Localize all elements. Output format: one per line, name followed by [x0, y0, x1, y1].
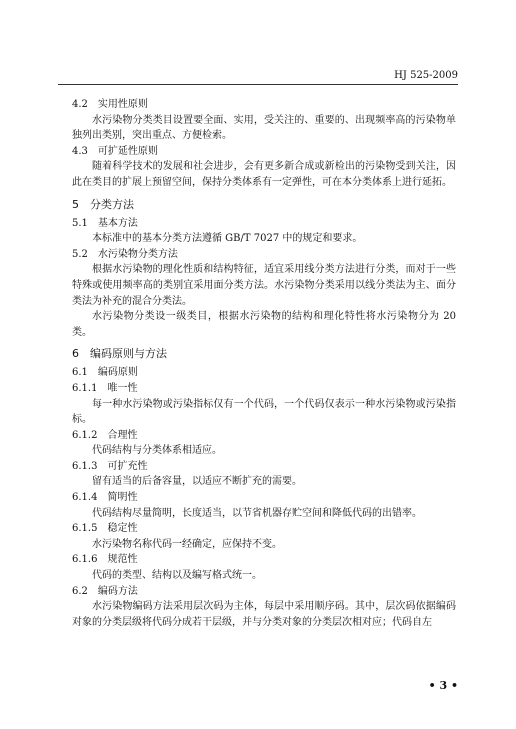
header-rule: [58, 84, 458, 85]
section-5-1-heading: 5.1 基本方法: [72, 217, 138, 229]
section-5-heading: 5 分类方法: [72, 197, 134, 211]
section-6-1-6-heading: 6.1.6 规范性: [72, 554, 138, 566]
section-6-2-heading: 6.2 编码方法: [72, 585, 138, 597]
section-4-3-heading: 4.3 可扩延性原则: [72, 145, 158, 157]
section-5-1-body: 本标准中的基本分类方法遵循 GB/T 7027 中的规定和要求。: [92, 233, 363, 245]
section-6-1-3-body: 留有适当的后备容量，以适应不断扩充的需要。: [92, 476, 302, 488]
section-6-heading: 6 编码原则与方法: [72, 347, 167, 361]
section-5-2-body-2: 水污染物分类设一级类目，根据水污染物的结构和理化特性将水污染物分为 20 类。: [72, 311, 456, 338]
section-4-3-body: 随着科学技术的发展和社会进步，会有更多新合成或新检出的污染物受到关注，因此在类目的扩展上预留空间，保持分类体系有一定弹性，可在本分类体系上进行延拓。: [72, 161, 456, 188]
section-5-2-heading: 5.2 水污染物分类方法: [72, 248, 178, 260]
section-6-1-1-body: 每一种水污染物或污染指标仅有一个代码，一个代码仅表示一种水污染物或污染指标。: [72, 398, 456, 426]
section-6-1-4-heading: 6.1.4 简明性: [72, 492, 138, 504]
section-6-2-body: 水污染物编码方法采用层次码为主体，每层中采用顺序码。其中，层次码依据编码对象的分类层级将代码分成若干层级，并与分类对象的分类层次相对应；代码自左: [72, 601, 456, 628]
page-content: [72, 97, 456, 630]
section-4-2-heading: 4.2 实用性原则: [72, 99, 148, 110]
section-6-1-5-heading: 6.1.5 稳定性: [72, 523, 138, 535]
section-6-1-3-heading: 6.1.3 可扩充性: [72, 460, 148, 472]
section-6-1-4-body: 代码结构尽量简明，长度适当，以节省机器存贮空间和降低代码的出错率。: [92, 507, 422, 519]
section-6-1-2-body: 代码结构与分类体系相适应。: [92, 445, 222, 457]
section-6-1-heading: 6.1 编码原则: [72, 367, 138, 379]
section-5-2-body-1: 根据水污染物的理化性质和结构特征，适宜采用线分类方法进行分类，而对于一些特殊或使用频率高的类别宜采用面分类方法。水污染物分类采用以线分类法为主、面分类法为补充的混合分类法。: [72, 264, 456, 307]
standard-id: HJ 525-2009: [394, 70, 458, 81]
section-6-1-6-body: 代码的类型、结构以及编写格式统一。: [92, 570, 262, 582]
section-4-2-body: 水污染物分类类目设置要全面、实用，受关注的、重要的、出现频率高的污染物单独列出类别，突出重点、方便检索。: [72, 114, 456, 142]
section-6-1-1-heading: 6.1.1 唯一性: [72, 382, 138, 394]
page-number: • 3 •: [428, 679, 458, 692]
section-6-1-5-body: 水污染物名称代码一经确定，应保持不变。: [92, 538, 282, 550]
section-6-1-2-heading: 6.1.2 合理性: [72, 429, 138, 441]
